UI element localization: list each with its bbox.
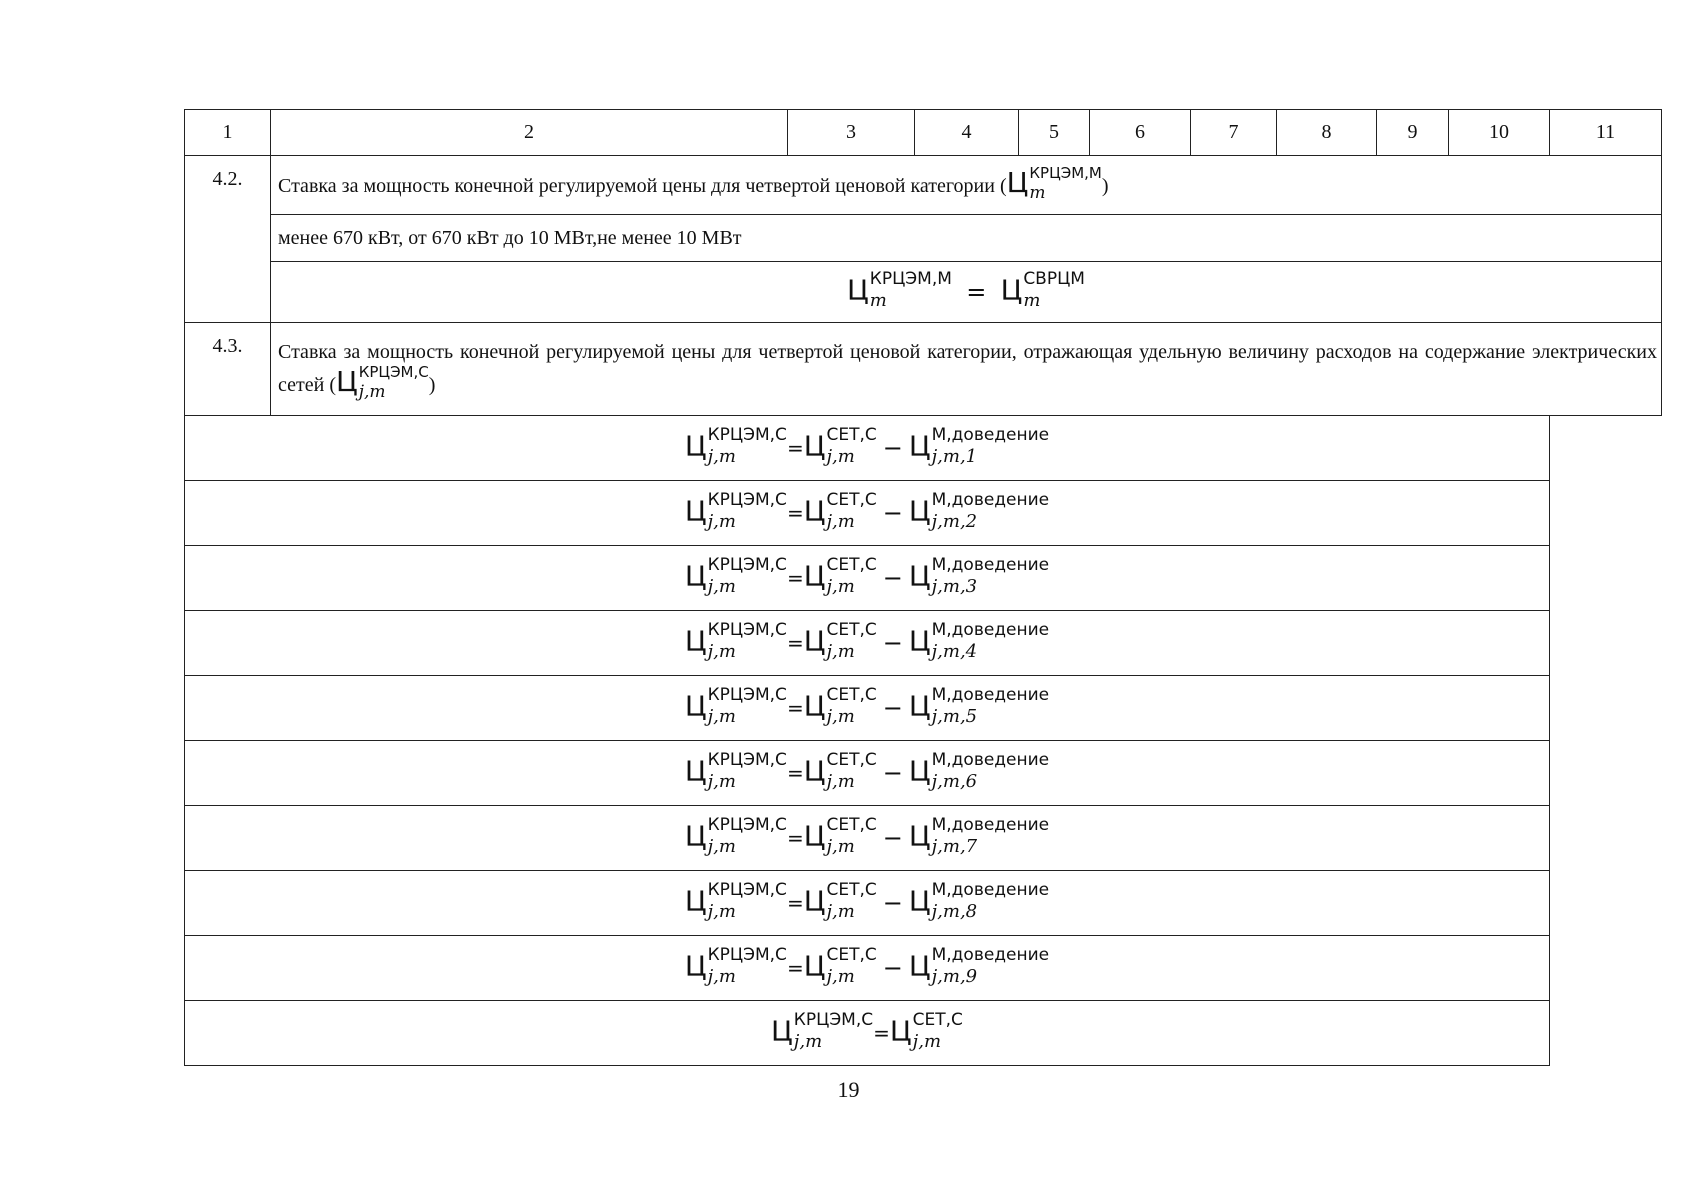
- row-number: 4.3.: [185, 323, 271, 416]
- row-4-3-title: [185, 323, 1662, 416]
- formula-cell: [185, 481, 1550, 546]
- row-number: 4.2.: [185, 156, 271, 323]
- formula-row: [185, 416, 1662, 481]
- formula-cell: [185, 936, 1550, 1001]
- formula-row: [185, 806, 1662, 871]
- formula-cell: [185, 806, 1550, 871]
- header-row: [185, 110, 1662, 156]
- title-text: Ставка за мощность конечной регулируемой цены для четвертой ценовой категории, отражающая удельную величину расходов на содержание электрических сетей (: [278, 341, 1657, 396]
- header-cell: 6: [1090, 110, 1191, 156]
- formula-cell: [185, 611, 1550, 676]
- formula-4: Ц КРЦЭМ,C j,m =Ц СЕТ,C j,m − Ц М,доведение j,m,4: [684, 620, 1050, 662]
- formula-row: [185, 481, 1662, 546]
- row-4-2-formula: [185, 262, 1662, 323]
- formula-cell: [185, 1001, 1550, 1066]
- row-4-2-subtitle: [185, 215, 1662, 262]
- title-symbol: Ц КРЦЭМ,C j,m: [335, 363, 429, 402]
- formula-row: [185, 546, 1662, 611]
- row-4-2-title: [185, 156, 1662, 215]
- row-subtitle: менее 670 кВт, от 670 кВт до 10 МВт,не менее 10 МВт: [271, 215, 1662, 262]
- row-title: Ставка за мощность конечной регулируемой цены для четвертой ценовой категории, отражающая удельную величину расходов на содержание электрических сетей (Ц КРЦЭМ,C j,m ): [271, 323, 1662, 416]
- header-cell: 8: [1277, 110, 1377, 156]
- header-cell: 10: [1449, 110, 1550, 156]
- header-cell: 7: [1191, 110, 1277, 156]
- formula-row: [185, 936, 1662, 1001]
- formula-cell: [185, 741, 1550, 806]
- formula-9: Ц КРЦЭМ,C j,m =Ц СЕТ,C j,m − Ц М,доведение j,m,9: [684, 945, 1050, 987]
- formula-cell: [185, 546, 1550, 611]
- formula-3: Ц КРЦЭМ,C j,m =Ц СЕТ,C j,m − Ц М,доведение j,m,3: [684, 555, 1050, 597]
- title-symbol: Ц КРЦЭМ,М m: [1006, 164, 1102, 203]
- formula-cell: [185, 676, 1550, 741]
- title-text: Ставка за мощность конечной регулируемой цены для четвертой ценовой категории (: [278, 175, 1007, 197]
- formula-row: [185, 611, 1662, 676]
- formula-cell: [271, 262, 1662, 323]
- header-cell: 11: [1550, 110, 1662, 156]
- header-cell: 3: [788, 110, 915, 156]
- formula-row: [185, 1001, 1662, 1066]
- formula-2: Ц КРЦЭМ,C j,m =Ц СЕТ,C j,m − Ц М,доведение j,m,2: [684, 490, 1050, 532]
- formula-7: Ц КРЦЭМ,C j,m =Ц СЕТ,C j,m − Ц М,доведение j,m,7: [684, 815, 1050, 857]
- tariff-table: [184, 109, 1662, 1066]
- formula-row: [185, 676, 1662, 741]
- formula-1: Ц КРЦЭМ,C j,m =Ц СЕТ,C j,m − Ц М,доведение j,m,1: [684, 425, 1050, 467]
- header-cell: 2: [271, 110, 788, 156]
- formula-6: Ц КРЦЭМ,C j,m =Ц СЕТ,C j,m − Ц М,доведение j,m,6: [684, 750, 1050, 792]
- formula-row: [185, 871, 1662, 936]
- header-cell: 9: [1377, 110, 1449, 156]
- formula-5: Ц КРЦЭМ,C j,m =Ц СЕТ,C j,m − Ц М,доведение j,m,5: [684, 685, 1050, 727]
- formula-final: Ц КРЦЭМ,C j,m =Ц СЕТ,C j,m: [771, 1010, 963, 1052]
- header-cell: 5: [1019, 110, 1090, 156]
- page-number: 19: [837, 1077, 860, 1102]
- row-title: Ставка за мощность конечной регулируемой цены для четвертой ценовой категории (Ц КРЦЭМ,М m ): [271, 156, 1662, 215]
- header-cell: 4: [915, 110, 1019, 156]
- formula-cell: [185, 416, 1550, 481]
- formula-row: [185, 741, 1662, 806]
- formula: Ц КРЦЭМ,М m = Ц СВРЦМ m: [847, 269, 1085, 311]
- header-cell: 1: [185, 110, 271, 156]
- formula-cell: [185, 871, 1550, 936]
- formula-8: Ц КРЦЭМ,C j,m =Ц СЕТ,C j,m − Ц М,доведение j,m,8: [684, 880, 1050, 922]
